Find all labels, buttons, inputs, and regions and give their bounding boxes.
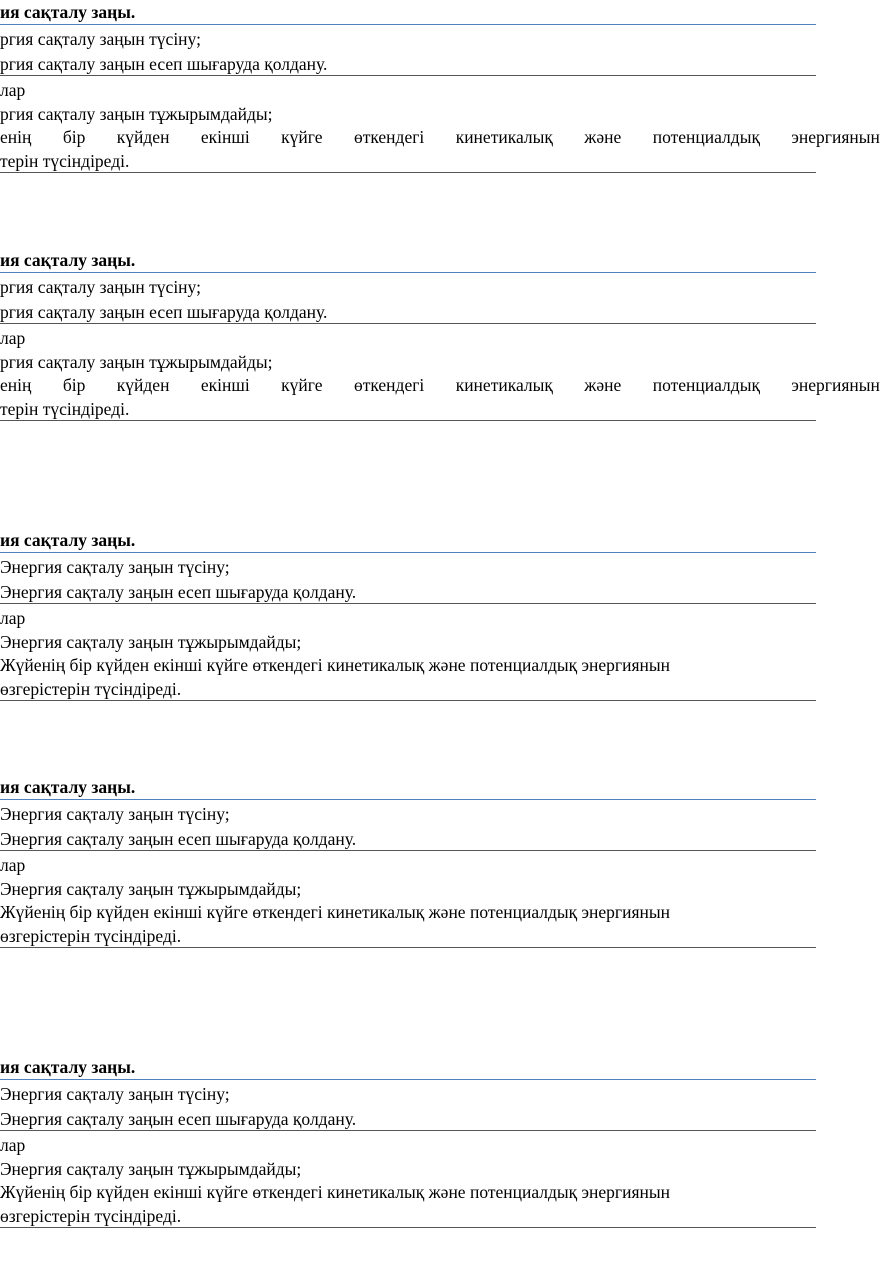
aim-line-1: ргия сақталу заңын түсіну; xyxy=(0,277,201,297)
word: және xyxy=(584,375,622,395)
word: кинетикалық xyxy=(455,127,553,147)
word: енің xyxy=(0,375,32,395)
word: және xyxy=(584,127,622,147)
aim-line-2: Энергия сақталу заңын есеп шығаруда қолдану. xyxy=(0,582,357,602)
block-title: ия сақталу заңы. xyxy=(0,1057,136,1077)
criteria-line-3: терін түсіндіреді. xyxy=(0,399,130,419)
word: күйге xyxy=(281,375,323,395)
black-divider xyxy=(0,75,816,76)
black-divider xyxy=(0,700,816,701)
aim-line-1: Энергия сақталу заңын түсіну; xyxy=(0,557,230,577)
black-divider xyxy=(0,850,816,851)
criteria-label: лар xyxy=(0,80,26,100)
word: потенциалдық xyxy=(652,375,760,395)
word: өткендегі xyxy=(353,375,425,395)
aim-line-1: ргия сақталу заңын түсіну; xyxy=(0,29,201,49)
black-divider xyxy=(0,1227,816,1228)
block-title: ия сақталу заңы. xyxy=(0,777,136,797)
word: энергиянын xyxy=(791,375,880,395)
aim-line-2: Энергия сақталу заңын есеп шығаруда қолдану. xyxy=(0,829,357,849)
block-title: ия сақталу заңы. xyxy=(0,2,136,22)
criteria-line-1: ргия сақталу заңын тұжырымдайды; xyxy=(0,352,273,372)
word: бір xyxy=(62,127,86,147)
black-divider xyxy=(0,420,816,421)
black-divider xyxy=(0,603,816,604)
word: бір xyxy=(62,375,86,395)
criteria-line-1: Энергия сақталу заңын тұжырымдайды; xyxy=(0,879,302,899)
criteria-line-2 xyxy=(0,126,880,148)
aim-line-1: Энергия сақталу заңын түсіну; xyxy=(0,804,230,824)
criteria-line-1: Энергия сақталу заңын тұжырымдайды; xyxy=(0,632,302,652)
criteria-line-1: Энергия сақталу заңын тұжырымдайды; xyxy=(0,1159,302,1179)
black-divider xyxy=(0,323,816,324)
aim-line-1: Энергия сақталу заңын түсіну; xyxy=(0,1084,230,1104)
criteria-label: лар xyxy=(0,328,26,348)
blue-divider xyxy=(0,552,816,553)
word: потенциалдық xyxy=(652,127,760,147)
blue-divider xyxy=(0,799,816,800)
criteria-line-3: өзгерістерін түсіндіреді. xyxy=(0,1206,182,1226)
criteria-label: лар xyxy=(0,1135,26,1155)
criteria-line-2: Жүйенің бір күйден екінші күйге өткендегі кинетикалық және потенциалдық энергиянын xyxy=(0,902,671,922)
criteria-line-3: өзгерістерін түсіндіреді. xyxy=(0,926,182,946)
criteria-line-1: ргия сақталу заңын тұжырымдайды; xyxy=(0,104,273,124)
word: енің xyxy=(0,127,32,147)
criteria-line-2: Жүйенің бір күйден екінші күйге өткендегі кинетикалық және потенциалдық энергиянын xyxy=(0,655,671,675)
criteria-line-2: Жүйенің бір күйден екінші күйге өткендегі кинетикалық және потенциалдық энергиянын xyxy=(0,1182,671,1202)
criteria-label: лар xyxy=(0,608,26,628)
black-divider xyxy=(0,172,816,173)
word: күйге xyxy=(281,127,323,147)
blue-divider xyxy=(0,1079,816,1080)
word: екінші xyxy=(200,375,250,395)
aim-line-2: Энергия сақталу заңын есеп шығаруда қолдану. xyxy=(0,1109,357,1129)
blue-divider xyxy=(0,24,816,25)
criteria-line-3: өзгерістерін түсіндіреді. xyxy=(0,679,182,699)
word: кинетикалық xyxy=(455,375,553,395)
word: өткендегі xyxy=(353,127,425,147)
aim-line-2: ргия сақталу заңын есеп шығаруда қолдану. xyxy=(0,302,328,322)
word: күйден xyxy=(116,127,170,147)
word: энергиянын xyxy=(791,127,880,147)
criteria-line-2 xyxy=(0,374,880,396)
word: күйден xyxy=(116,375,170,395)
word: екінші xyxy=(200,127,250,147)
aim-line-2: ргия сақталу заңын есеп шығаруда қолдану. xyxy=(0,54,328,74)
blue-divider xyxy=(0,272,816,273)
criteria-line-3: терін түсіндіреді. xyxy=(0,151,130,171)
block-title: ия сақталу заңы. xyxy=(0,530,136,550)
black-divider xyxy=(0,1130,816,1131)
criteria-label: лар xyxy=(0,855,26,875)
black-divider xyxy=(0,947,816,948)
block-title: ия сақталу заңы. xyxy=(0,250,136,270)
